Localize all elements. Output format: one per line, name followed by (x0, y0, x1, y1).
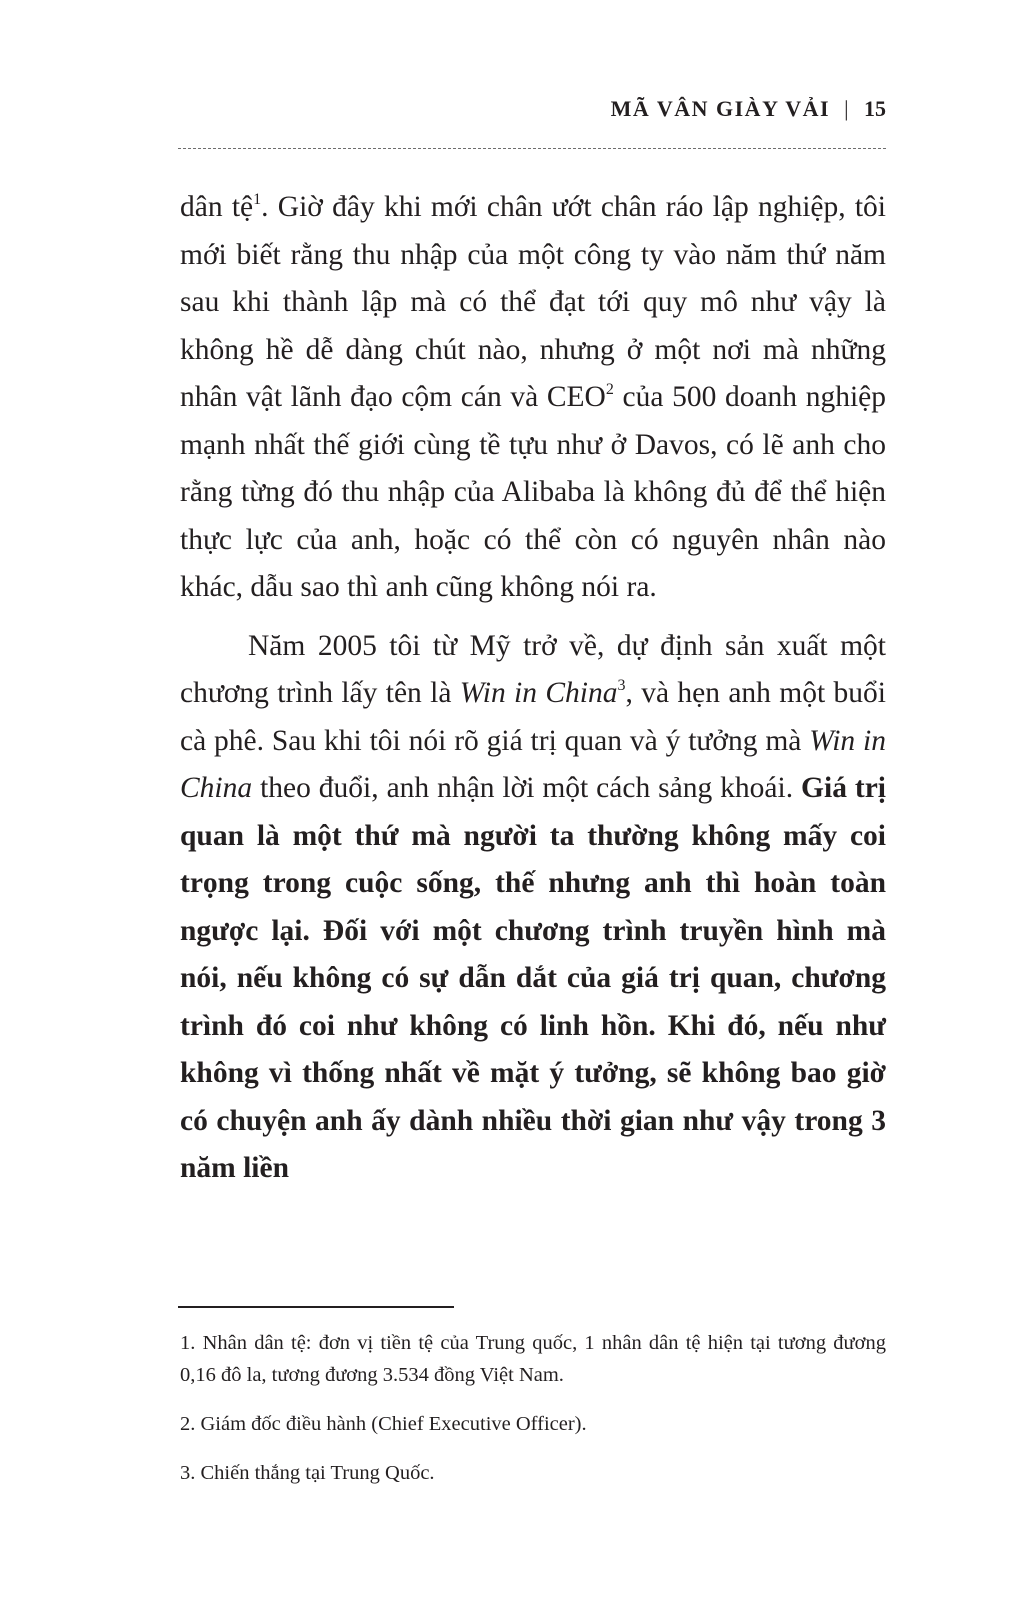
footnote-ref-3: 3 (617, 677, 626, 694)
footnote-ref-2: 2 (605, 381, 614, 398)
footnote-2: 2. Giám đốc điều hành (Chief Executive Officer). (180, 1413, 587, 1435)
main-text (180, 184, 886, 1193)
header-dashed-divider (178, 148, 886, 149)
footnote-1: 1. Nhân dân tệ: đơn vị tiền tệ của Trung quốc, 1 nhân dân tệ hiện tại tương đương 0,16 đô la, tương đương 3.534 đồng Việt Nam. (180, 1332, 886, 1386)
header-separator: | (844, 96, 850, 121)
paragraph-1-text-c: của 500 doanh nghiệp mạnh nhất thế giới cùng tề tựu như ở Davos, có lẽ anh cho rằng từng đó thu nhập của Alibaba là không đủ để thể hiện thực lực của anh, hoặc có thể còn có nguyên nhân nào khác, dẫu sao thì anh cũng không nói ra. (180, 381, 886, 603)
paragraph-1 (180, 184, 886, 612)
bold-emphasis: Giá trị quan là một thứ mà người ta thường không mấy coi trọng trong cuộc sống, thế nhưng anh thì hoàn toàn ngược lại. Đối với một chương trình truyền hình mà nói, nếu không có sự dẫn dắt của giá trị quan, chương trình đó coi như không có linh hồn. Khi đó, nếu như không vì thống nhất về mặt ý tưởng, sẽ không bao giờ có chuyện anh ấy dành nhiều thời gian như vậy trong 3 năm liền (180, 772, 886, 1184)
footnotes (180, 1327, 886, 1506)
book-title: MÃ VÂN GIÀY VẢI (610, 96, 831, 121)
program-title-italic: Win in China (459, 677, 618, 709)
paragraph-2-text-c: theo đuổi, anh nhận lời một cách sảng khoái. (252, 772, 802, 804)
paragraph-2-text-b: , và hẹn anh một buổi cà phê. Sau khi tôi nói rõ giá trị quan và ý tưởng mà (180, 677, 886, 757)
paragraph-2-text-a: Năm 2005 tôi từ Mỹ trở về, dự định sản xuất một chương trình lấy tên là (180, 629, 886, 709)
footnote-divider (178, 1306, 454, 1308)
running-header (611, 96, 886, 122)
paragraph-1-text-b: . Giờ đây khi mới chân ướt chân ráo lập nghiệp, tôi mới biết rằng thu nhập của một công ty vào năm thứ năm sau khi thành lập mà có thể đạt tới quy mô như vậy là không hề dễ dàng chút nào, nhưng ở một nơi mà những nhân vật lãnh đạo cộm cán và CEO (180, 191, 886, 413)
page-number: 15 (864, 96, 886, 121)
paragraph-2 (180, 623, 886, 1193)
footnote-ref-1: 1 (253, 191, 262, 208)
paragraph-1-text-a: dân tệ (180, 191, 254, 223)
footnote-3: 3. Chiến thắng tại Trung Quốc. (180, 1462, 435, 1484)
program-title-italic-2: Win in China (180, 724, 886, 804)
